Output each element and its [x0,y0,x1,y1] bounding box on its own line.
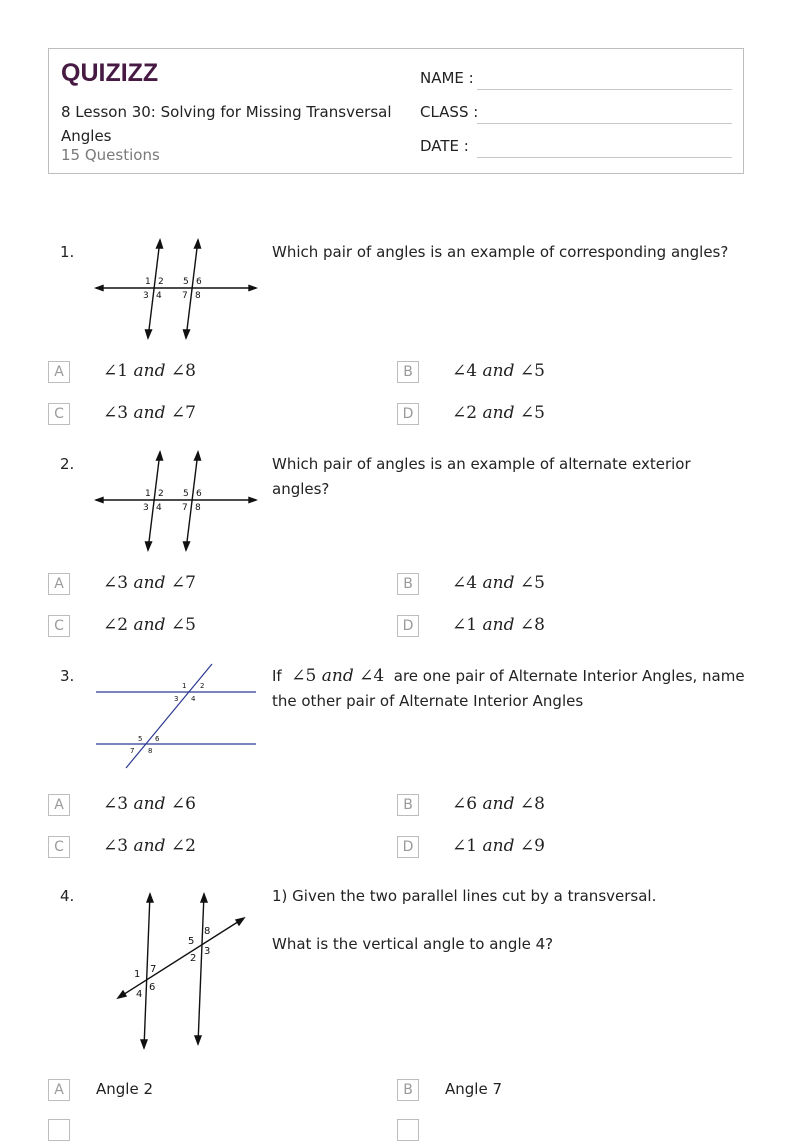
class-label: CLASS : [420,103,479,121]
angle-label: 2 [190,953,197,964]
angle-label: 2 [200,682,205,690]
transversal-line [186,452,198,550]
option-box-b[interactable]: B [397,361,419,383]
angle-label: 1 [134,969,141,980]
angle-label: 3 [204,946,211,957]
option-box-b[interactable]: B [397,1079,419,1101]
option-a-answer[interactable]: ∠1 and ∠8 [103,361,196,381]
option-box-d[interactable]: D [397,615,419,637]
option-b-answer[interactable]: Angle 7 [445,1080,502,1098]
transversal-line [118,918,244,998]
angle-label: 6 [149,982,156,993]
question-text: If ∠5 and ∠4 are one pair of Alternate Interior Angles, name the other pair of Alternate Interior Angles [272,666,745,710]
option-d-answer[interactable]: ∠1 and ∠8 [452,615,545,635]
option-a-answer[interactable]: Angle 2 [96,1080,153,1098]
angle-label: 7 [150,964,157,975]
option-box-c[interactable]: C [48,615,70,637]
angle-label: 3 [174,695,179,703]
angle-label: 5 [183,489,189,499]
angle-label: 8 [148,747,153,755]
angle-label: 4 [156,503,162,513]
quizizz-logo: QUIZIZZ [61,59,159,87]
question-text: 1) Given the two parallel lines cut by a transversal. [272,887,657,905]
name-label: NAME : [420,69,474,87]
angle-label: 6 [196,277,202,287]
option-d-answer[interactable]: ∠1 and ∠9 [452,836,545,856]
angle-label: 7 [182,291,188,301]
angle-label: 1 [182,682,187,690]
angle-label: 4 [191,695,196,703]
angle-label: 7 [130,747,135,755]
angle-label: 8 [195,291,201,301]
option-box-a[interactable]: A [48,794,70,816]
option-box-a[interactable]: A [48,361,70,383]
option-box-a[interactable]: A [48,1079,70,1101]
option-b-answer[interactable]: ∠4 and ∠5 [452,361,545,381]
option-box-c[interactable]: C [48,403,70,425]
angle-label: 5 [188,936,195,947]
option-box-d[interactable]: D [397,403,419,425]
question-count: 15 Questions [61,146,160,164]
angle-label: 1 [145,489,151,499]
transversal-diagram-2 [92,448,260,556]
angle-label: 3 [143,291,149,301]
date-label: DATE : [420,137,469,155]
option-a-answer[interactable]: ∠3 and ∠6 [103,794,196,814]
option-box-c[interactable]: C [48,836,70,858]
angle-label: 4 [136,989,143,1000]
option-box-a[interactable]: A [48,573,70,595]
transversal-diagram-3 [94,662,260,770]
angle-label: 8 [195,503,201,513]
parallel-line [198,894,204,1044]
option-c-answer[interactable]: ∠3 and ∠2 [103,836,196,856]
angle-label: 4 [156,291,162,301]
option-box-b[interactable]: B [397,794,419,816]
angle-label: 8 [204,926,211,937]
option-d-answer[interactable]: ∠2 and ∠5 [452,403,545,423]
question-number: 4. [60,887,75,905]
angle-label: 2 [158,277,164,287]
angle-label: 1 [145,277,151,287]
transversal-diagram-4 [110,888,252,1054]
option-c-answer[interactable]: ∠3 and ∠7 [103,403,196,423]
transversal-diagram-1 [92,236,260,344]
worksheet-title: 8 Lesson 30: Solving for Missing Transversal Angles [61,103,392,145]
transversal-line [148,240,160,338]
option-b-answer[interactable]: ∠6 and ∠8 [452,794,545,814]
angle-label: 2 [158,489,164,499]
transversal-line [148,452,160,550]
transversal-line [126,664,212,768]
question-text: Which pair of angles is an example of alternate exterior angles? [272,455,691,498]
option-c-answer[interactable]: ∠2 and ∠5 [103,615,196,635]
angle-label: 5 [183,277,189,287]
worksheet-header [48,48,744,174]
name-line[interactable] [477,89,732,90]
option-box-b[interactable]: B [397,573,419,595]
angle-label: 7 [182,503,188,513]
question-number: 3. [60,667,75,685]
question-text: Which pair of angles is an example of corresponding angles? [272,243,729,261]
date-line[interactable] [477,157,732,158]
angle-label: 3 [143,503,149,513]
question-number: 1. [60,243,75,261]
option-box-d[interactable] [397,1119,419,1141]
class-line[interactable] [477,123,732,124]
option-b-answer[interactable]: ∠4 and ∠5 [452,573,545,593]
option-box-d[interactable]: D [397,836,419,858]
option-box-c[interactable] [48,1119,70,1141]
angle-label: 6 [196,489,202,499]
question-text: What is the vertical angle to angle 4? [272,935,554,953]
option-a-answer[interactable]: ∠3 and ∠7 [103,573,196,593]
angle-label: 6 [155,735,160,743]
transversal-line [186,240,198,338]
angle-label: 5 [138,735,143,743]
question-number: 2. [60,455,75,473]
